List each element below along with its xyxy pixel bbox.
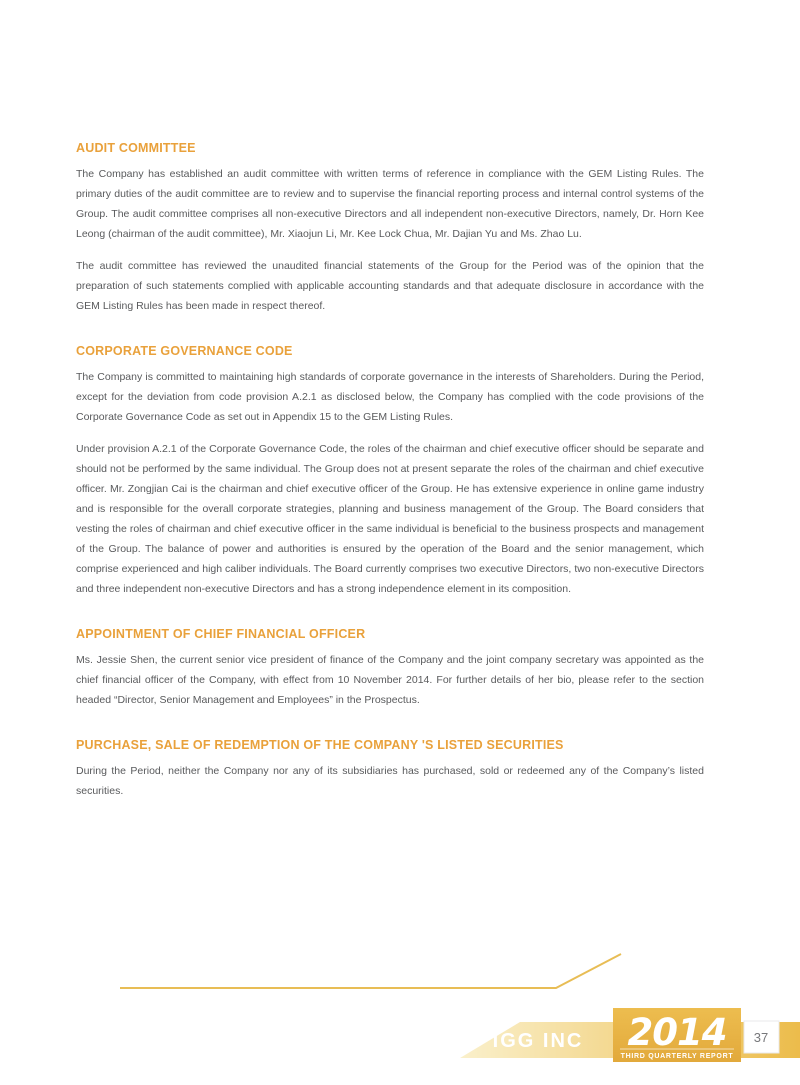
report-logo-subtitle: THIRD QUARTERLY REPORT bbox=[620, 1053, 734, 1060]
section-heading: PURCHASE, SALE OF REDEMPTION OF THE COMPANY 'S LISTED SECURITIES bbox=[76, 738, 564, 752]
section-heading: CORPORATE GOVERNANCE CODE bbox=[76, 344, 293, 358]
paragraph: During the Period, neither the Company nor any of its subsidiaries has purchased, sold or redeemed any of the Company’s listed securities. bbox=[76, 765, 704, 797]
brand-name: IGG INC bbox=[492, 1030, 584, 1052]
report-logo-year: 2014 bbox=[627, 1011, 727, 1054]
paragraph: The Company has established an audit committee with written terms of reference in compliance with the GEM Listing Rules. The primary duties of the audit committee are to review and to supervise the financial reporting process and internal control systems of the Group. The audit committee comprises all non-executive Directors and all independent non-executive Directors, namely, Dr. Horn Kee Leong (chairman of the audit committee), Mr. Xiaojun Li, Mr. Kee Lock Chua, Mr. Dajian Yu and Ms. Zhao Lu. bbox=[76, 168, 704, 240]
section-heading: AUDIT COMMITTEE bbox=[76, 141, 196, 155]
paragraph: Under provision A.2.1 of the Corporate Governance Code, the roles of the chairman and chief executive officer should be separate and should not be performed by the same individual. The Group does not at present separate the roles of the chairman and chief executive officer. Mr. Zongjian Cai is the chairman and chief executive officer of the Group. He has extensive experience in online game industry and is responsible for the overall corporate strategies, planning and business management of the Group. The Board considers that vesting the roles of chairman and chief executive officer in the same individual is beneficial to the business prospects and management of the Group. The balance of power and authorities is ensured by the operation of the Board and the senior management, which comprise experienced and high caliber individuals. The Board currently comprises two executive Directors, two non-executive Directors and three independent non-executive Directors and has a strong independence element in its composition. bbox=[76, 443, 704, 595]
decorative-swoosh-line bbox=[120, 954, 621, 988]
section-appointment-cfo bbox=[76, 627, 704, 710]
section-purchase-sale-redemption bbox=[76, 738, 704, 801]
paragraph: The Company is committed to maintaining high standards of corporate governance in the interests of Shareholders. During the Period, except for the deviation from code provision A.2.1 as disclosed below, the Company has complied with the code provisions of the Corporate Governance Code as set out in Appendix 15 to the GEM Listing Rules. bbox=[76, 371, 704, 423]
section-heading: APPOINTMENT OF CHIEF FINANCIAL OFFICER bbox=[76, 627, 366, 641]
page-number: 37 bbox=[753, 1030, 769, 1045]
section-audit-committee bbox=[76, 141, 704, 316]
page-footer bbox=[0, 950, 800, 1085]
page-content bbox=[76, 141, 704, 801]
footer-decoration bbox=[0, 950, 800, 1085]
paragraph: Ms. Jessie Shen, the current senior vice president of finance of the Company and the joint company secretary was appointed as the chief financial officer of the Company, with effect from 10 November 2014. For further details of her bio, please refer to the section headed “Director, Senior Management and Employees” in the Prospectus. bbox=[76, 654, 704, 706]
section-corporate-governance-code bbox=[76, 344, 704, 599]
paragraph: The audit committee has reviewed the unaudited financial statements of the Group for the Period was of the opinion that the preparation of such statements complied with applicable accounting standards and that adequate disclosure in accordance with the GEM Listing Rules has been made in respect thereof. bbox=[76, 260, 704, 312]
